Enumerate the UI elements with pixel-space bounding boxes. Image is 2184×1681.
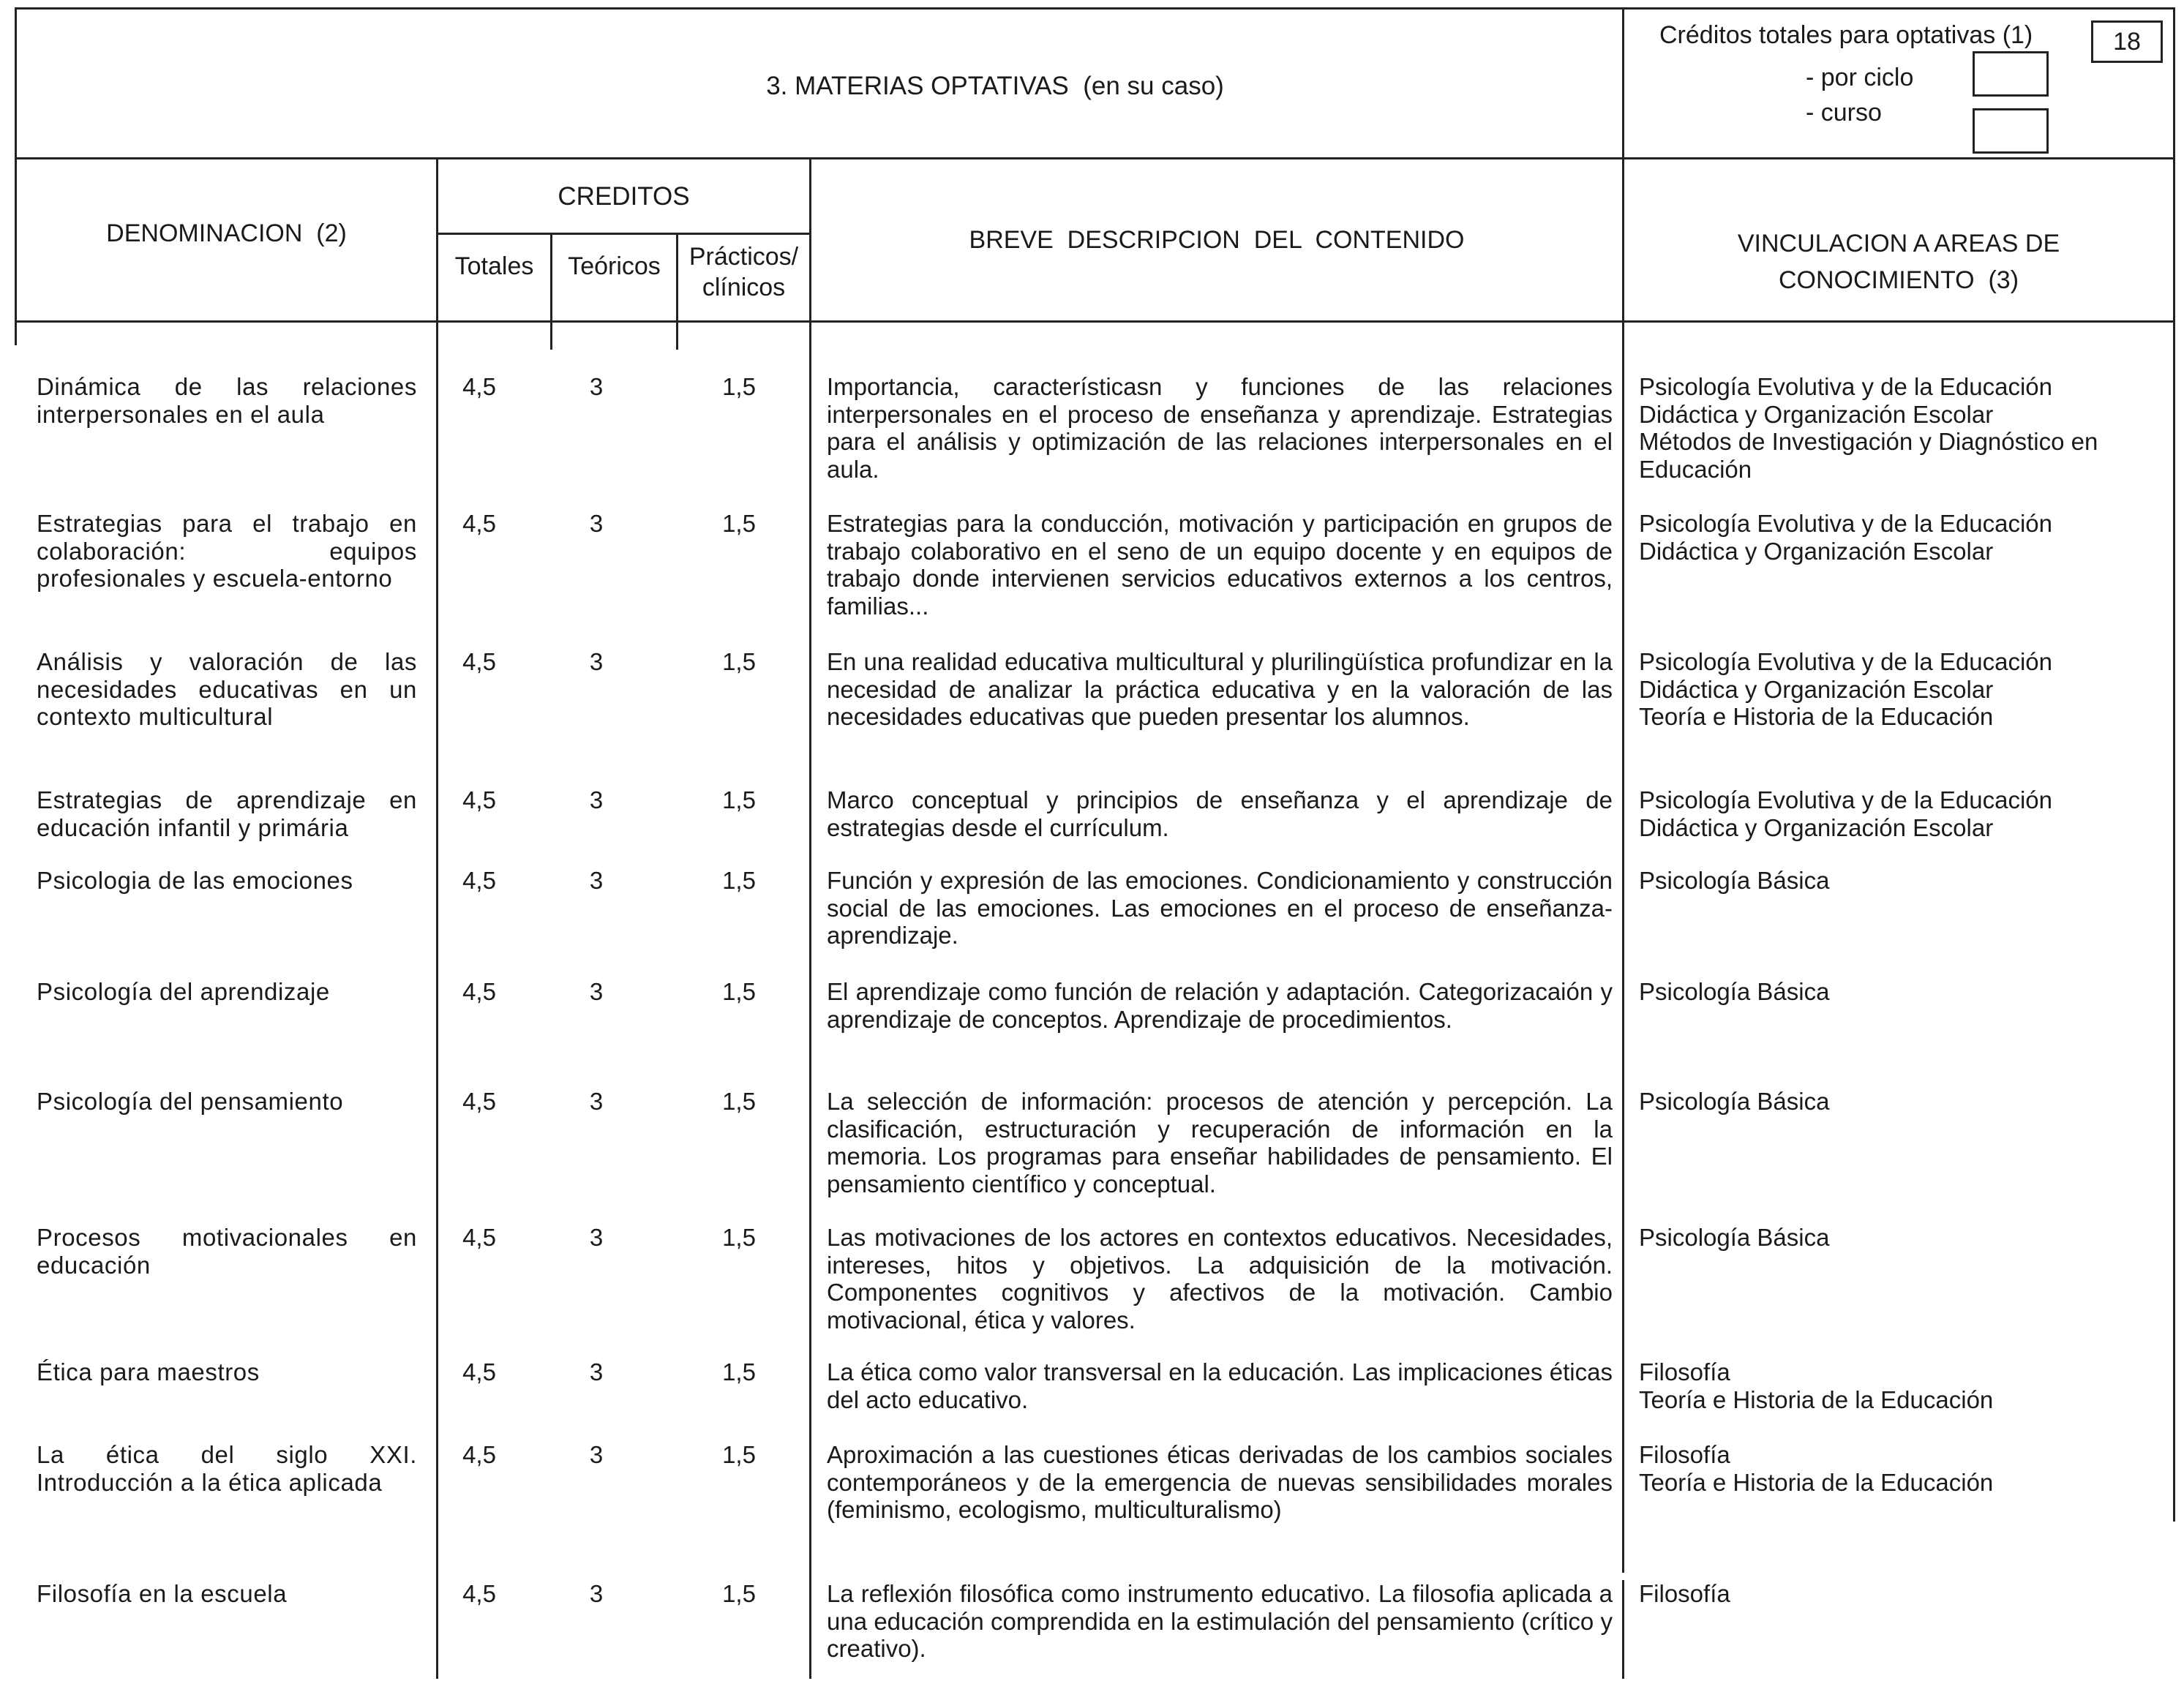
table-top-border bbox=[15, 7, 2175, 10]
subject-name: Análisis y valoración de las necesidades educativas en un contexto multicultural bbox=[37, 648, 417, 730]
table-left-border bbox=[15, 7, 17, 345]
credits-practicos: 1,5 bbox=[722, 1358, 756, 1385]
curso-box[interactable] bbox=[1973, 108, 2049, 154]
column-header-vinculacion-line2: CONOCIMIENTO (3) bbox=[1778, 266, 2019, 294]
knowledge-area-item: Educación bbox=[1639, 455, 1752, 483]
column-header-vinculacion bbox=[1624, 225, 2173, 298]
knowledge-areas bbox=[1639, 510, 2173, 565]
knowledge-areas bbox=[1639, 867, 2173, 895]
subject-name: Psicología del aprendizaje bbox=[37, 978, 330, 1005]
knowledge-areas bbox=[1639, 373, 2173, 483]
col-divider-description-lower bbox=[1622, 1580, 1624, 1679]
col-divider-credits bbox=[809, 157, 811, 1679]
credits-totales: 4,5 bbox=[462, 786, 496, 813]
por-ciclo-box[interactable] bbox=[1973, 51, 2049, 97]
subject-name: Filosofía en la escuela bbox=[37, 1580, 288, 1607]
credits-teoricos: 3 bbox=[589, 1580, 604, 1607]
column-header-totales: Totales bbox=[454, 252, 534, 280]
header-divider bbox=[15, 157, 2175, 159]
credits-teoricos: 3 bbox=[589, 978, 604, 1005]
knowledge-area-item: Psicología Básica bbox=[1639, 867, 1830, 894]
credits-practicos: 1,5 bbox=[722, 978, 756, 1005]
column-header-practicos bbox=[678, 241, 809, 303]
subject-description: Marco conceptual y principios de enseñanza y el aprendizaje de estrategias desde el currículum. bbox=[827, 786, 1613, 841]
subject-description: En una realidad educativa multicultural y plurilingüística profundizar en la necesidad de analizar la práctica educativa y en la valoración de las necesidades educativas que pueden presentar los alumnos. bbox=[827, 648, 1613, 730]
header-right-divider bbox=[1622, 7, 1624, 157]
knowledge-area-item: Métodos de Investigación y Diagnóstico en bbox=[1639, 428, 2098, 455]
por-ciclo-label: - por ciclo bbox=[1806, 64, 1914, 91]
knowledge-area-item: Psicología Básica bbox=[1639, 978, 1830, 1005]
subject-description: La ética como valor transversal en la educación. Las implicaciones éticas del acto educativo. bbox=[827, 1358, 1613, 1413]
credits-teoricos: 3 bbox=[589, 373, 604, 400]
curso-label: - curso bbox=[1806, 99, 1882, 127]
knowledge-area-item: Didáctica y Organización Escolar bbox=[1639, 400, 1994, 428]
column-header-denominacion: DENOMINACION (2) bbox=[106, 219, 347, 247]
subject-description: Las motivaciones de los actores en contextos educativos. Necesidades, intereses, hitos y objetivos. La adquisición de la motivación. Componentes cognitivos y afectivos de la motivación. Cambio motivacional, ética y valores. bbox=[827, 1224, 1613, 1334]
subject-description: Función y expresión de las emociones. Condicionamiento y construcción social de las emociones. Las emociones en el proceso de enseñanza-aprendizaje. bbox=[827, 867, 1613, 949]
knowledge-area-item: Psicología Básica bbox=[1639, 1224, 1830, 1251]
knowledge-area-item: Filosofía bbox=[1639, 1358, 1730, 1385]
credits-total-value: 18 bbox=[2113, 28, 2141, 56]
credits-totales: 4,5 bbox=[462, 648, 496, 675]
credits-practicos: 1,5 bbox=[722, 1224, 756, 1251]
right-border-body bbox=[2173, 344, 2175, 1522]
credits-totales: 4,5 bbox=[462, 1580, 496, 1607]
credits-practicos: 1,5 bbox=[722, 867, 756, 894]
knowledge-areas bbox=[1639, 1441, 2173, 1496]
credits-teoricos: 3 bbox=[589, 510, 604, 537]
subject-name: La ética del siglo XXI. Introducción a la ética aplicada bbox=[37, 1441, 417, 1496]
knowledge-areas bbox=[1639, 1358, 2173, 1413]
table-right-border bbox=[2173, 7, 2175, 345]
credits-practicos: 1,5 bbox=[722, 786, 756, 813]
credits-practicos: 1,5 bbox=[722, 1088, 756, 1115]
credits-total-box bbox=[2091, 20, 2163, 63]
credits-totales: 4,5 bbox=[462, 1358, 496, 1385]
knowledge-area-item: Psicología Evolutiva y de la Educación bbox=[1639, 786, 2052, 813]
credits-totales: 4,5 bbox=[462, 978, 496, 1005]
knowledge-area-item: Teoría e Historia de la Educación bbox=[1639, 703, 1994, 730]
knowledge-area-item: Psicología Evolutiva y de la Educación bbox=[1639, 648, 2052, 675]
knowledge-area-item: Didáctica y Organización Escolar bbox=[1639, 813, 1994, 841]
knowledge-area-item: Didáctica y Organización Escolar bbox=[1639, 675, 1994, 703]
credits-practicos: 1,5 bbox=[722, 648, 756, 675]
column-header-vinculacion-line1: VINCULACION A AREAS DE bbox=[1737, 230, 2060, 257]
credits-teoricos: 3 bbox=[589, 648, 604, 675]
subject-name: Estrategias de aprendizaje en educación infantil y primária bbox=[37, 786, 417, 841]
column-header-bottom bbox=[15, 320, 2175, 323]
credits-practicos: 1,5 bbox=[722, 373, 756, 400]
col-divider-description bbox=[1622, 157, 1624, 1573]
subject-description: Aproximación a las cuestiones éticas derivadas de los cambios sociales contemporáneos y de la emergencia de nuevas sensibilidades morales (feminismo, ecologismo, multiculturalismo) bbox=[827, 1441, 1613, 1523]
creditos-subheader-divider bbox=[436, 233, 809, 235]
credits-teoricos: 3 bbox=[589, 1441, 604, 1468]
subject-description: La selección de información: procesos de atención y percepción. La clasificación, estructuración y recuperación de información en la memoria. Los programas para enseñar habilidades de pensamiento. El pensamiento científico y conceptual. bbox=[827, 1088, 1613, 1197]
credits-total-label: Créditos totales para optativas (1) bbox=[1659, 21, 2033, 49]
subject-name: Procesos motivacionales en educación bbox=[37, 1224, 417, 1279]
subject-name: Estrategias para el trabajo en colaboración: equipos profesionales y escuela-entorno bbox=[37, 510, 417, 592]
col-divider-name bbox=[436, 157, 438, 1679]
subject-description: Estrategias para la conducción, motivación y participación en grupos de trabajo colaborativo en el seno de un equipo docente y en equipos de trabajo donde intervienen servicios educativos externos a los centros, familias... bbox=[827, 510, 1613, 620]
knowledge-areas bbox=[1639, 648, 2173, 731]
credits-teoricos: 3 bbox=[589, 867, 604, 894]
credits-teoricos: 3 bbox=[589, 786, 604, 813]
knowledge-areas bbox=[1639, 786, 2173, 841]
knowledge-areas bbox=[1639, 1580, 2173, 1608]
subject-description: Importancia, característicasn y funciones de las relaciones interpersonales en el proceso de enseñanza y aprendizaje. Estrategias para el análisis y optimización de las relaciones interpersonales en el aula. bbox=[827, 373, 1613, 483]
credits-totales: 4,5 bbox=[462, 1224, 496, 1251]
knowledge-area-item: Psicología Evolutiva y de la Educación bbox=[1639, 510, 2052, 537]
subject-description: La reflexión filosófica como instrumento educativo. La filosofia aplicada a una educación comprendida en la estimulación del pensamiento (crítico y creativo). bbox=[827, 1580, 1613, 1662]
credits-practicos: 1,5 bbox=[722, 1441, 756, 1468]
credits-totales: 4,5 bbox=[462, 1441, 496, 1468]
column-header-practicos-line2: clínicos bbox=[702, 274, 786, 301]
credits-totales: 4,5 bbox=[462, 1088, 496, 1115]
credits-teoricos: 3 bbox=[589, 1088, 604, 1115]
column-header-creditos: CREDITOS bbox=[558, 182, 690, 211]
subject-name: Psicología del pensamiento bbox=[37, 1088, 344, 1115]
credits-practicos: 1,5 bbox=[722, 510, 756, 537]
knowledge-area-item: Didáctica y Organización Escolar bbox=[1639, 537, 1994, 565]
knowledge-area-item: Filosofía bbox=[1639, 1580, 1730, 1607]
knowledge-area-item: Psicología Básica bbox=[1639, 1088, 1830, 1115]
credits-practicos: 1,5 bbox=[722, 1580, 756, 1607]
knowledge-area-item: Filosofía bbox=[1639, 1441, 1730, 1468]
knowledge-area-item: Psicología Evolutiva y de la Educación bbox=[1639, 373, 2052, 400]
subject-name: Dinámica de las relaciones interpersonales en el aula bbox=[37, 373, 417, 428]
knowledge-areas bbox=[1639, 1224, 2173, 1252]
knowledge-area-item: Teoría e Historia de la Educación bbox=[1639, 1385, 1994, 1413]
knowledge-areas bbox=[1639, 978, 2173, 1006]
credits-totales: 4,5 bbox=[462, 373, 496, 400]
knowledge-areas bbox=[1639, 1088, 2173, 1116]
knowledge-area-item: Teoría e Historia de la Educación bbox=[1639, 1468, 1994, 1496]
subject-name: Psicologia de las emociones bbox=[37, 867, 353, 894]
column-header-practicos-line1: Prácticos/ bbox=[688, 243, 799, 271]
column-header-teoricos: Teóricos bbox=[568, 252, 661, 280]
page-title: 3. MATERIAS OPTATIVAS (en su caso) bbox=[766, 72, 1224, 100]
credits-totales: 4,5 bbox=[462, 867, 496, 894]
subject-description: El aprendizaje como función de relación y adaptación. Categorizacaión y aprendizaje de conceptos. Aprendizaje de procedimientos. bbox=[827, 978, 1613, 1033]
credits-teoricos: 3 bbox=[589, 1358, 604, 1385]
subject-name: Ética para maestros bbox=[37, 1358, 260, 1385]
credits-totales: 4,5 bbox=[462, 510, 496, 537]
column-header-descripcion: BREVE DESCRIPCION DEL CONTENIDO bbox=[969, 226, 1465, 254]
credits-teoricos: 3 bbox=[589, 1224, 604, 1251]
